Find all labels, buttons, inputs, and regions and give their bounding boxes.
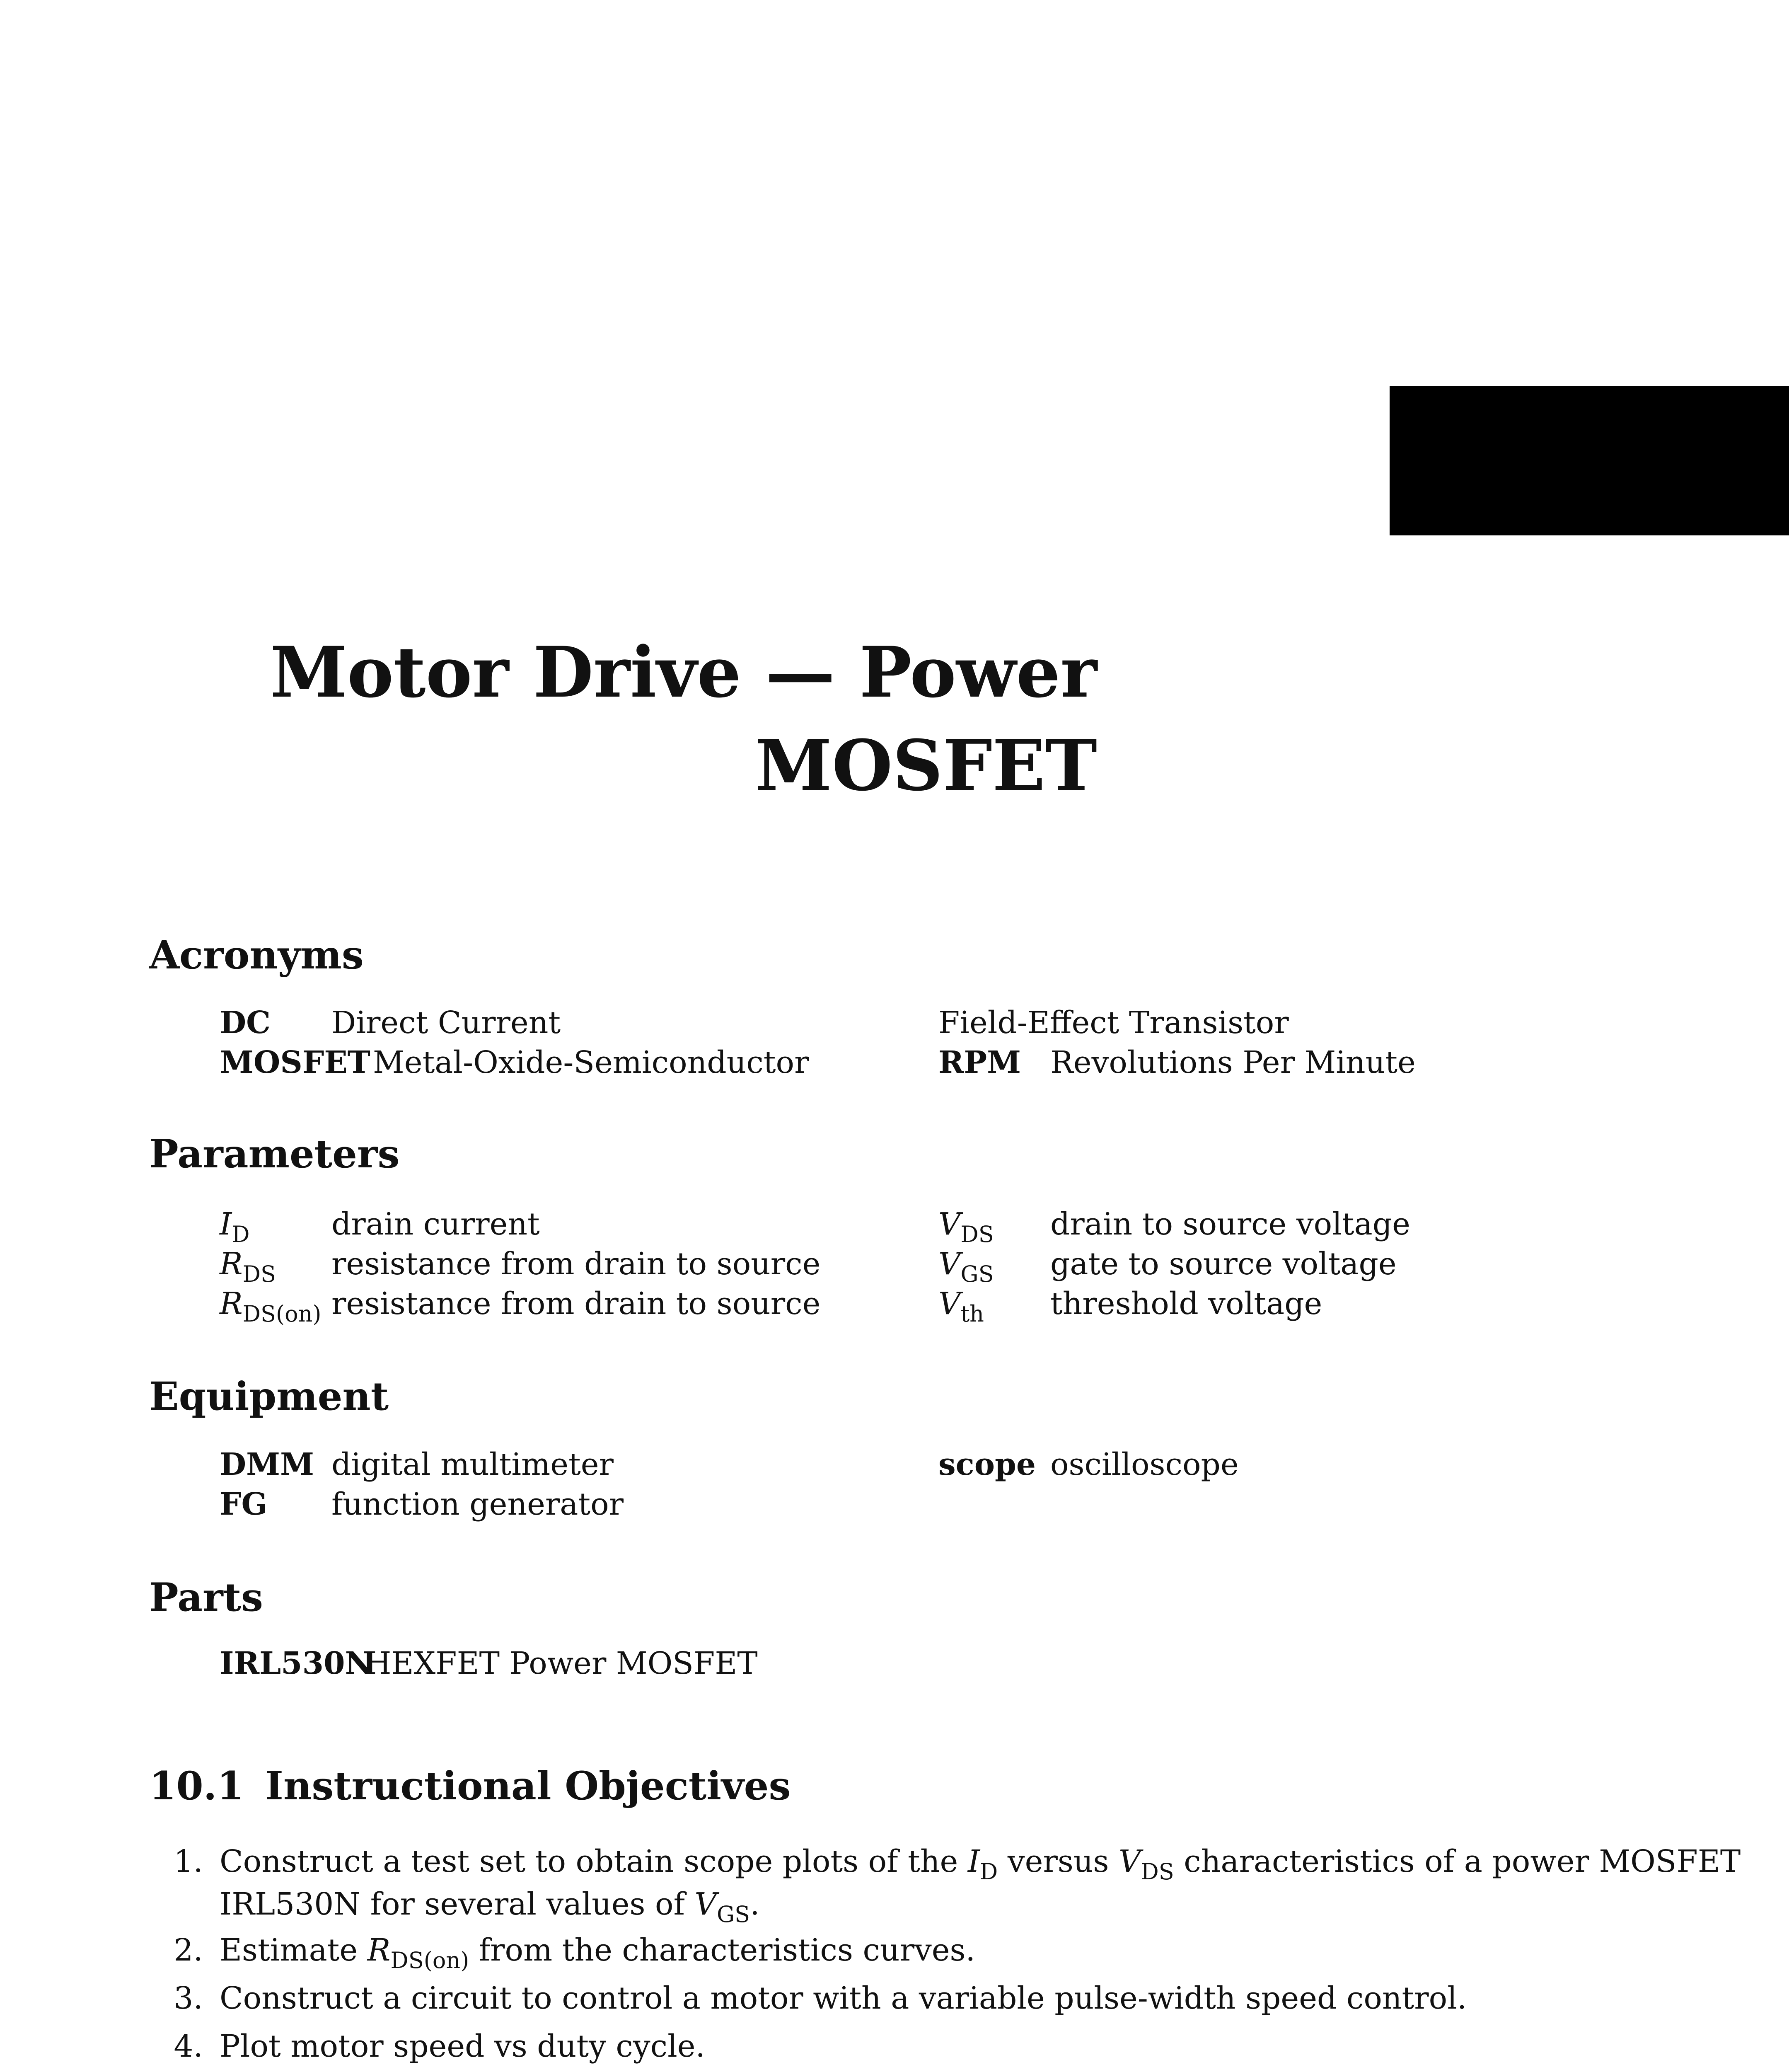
objectives-heading <box>149 1763 791 1809</box>
equipment-heading: Equipment <box>149 1374 389 1419</box>
objective-text: Construct a circuit to control a motor with a variable pulse-width speed control. <box>220 1980 1467 2016</box>
parameter-symbol: $V_{th}$ <box>938 1286 984 1327</box>
acronym-desc: Revolutions Per Minute <box>1050 1045 1416 1080</box>
section-number: 10.1 <box>149 1763 244 1809</box>
chapter-title <box>270 626 1097 812</box>
parameter-symbol: $V_{GS}$ <box>938 1246 994 1287</box>
objective-number: 1. <box>174 1844 203 1879</box>
objective-number: 4. <box>174 2028 203 2064</box>
parameter-symbol: $V_{DS}$ <box>938 1206 994 1247</box>
parameters-heading: Parameters <box>149 1131 400 1177</box>
parameter-symbol: $R_{DS(on)}$ <box>220 1286 322 1327</box>
objective-number: 2. <box>174 1932 203 1968</box>
parts-heading: Parts <box>149 1575 263 1620</box>
section-title: Instructional Objectives <box>265 1763 791 1809</box>
chapter-title-line-2: MOSFET <box>755 724 1097 806</box>
acronym-desc: Metal-Oxide-Semiconductor <box>373 1045 809 1080</box>
acronym-term: MOSFET <box>220 1045 370 1080</box>
chapter-title-line-1: Motor Drive — Power <box>270 631 1097 713</box>
parameter-desc: drain current <box>331 1206 540 1242</box>
objective-number: 3. <box>174 1980 203 2016</box>
parameter-desc: threshold voltage <box>1050 1286 1322 1322</box>
parameter-desc: resistance from drain to source <box>331 1246 821 1282</box>
equipment-desc: function generator <box>331 1486 624 1522</box>
acronyms-heading: Acronyms <box>149 932 364 978</box>
acronym-desc: Direct Current <box>331 1005 561 1041</box>
objective-text: Estimate $R_{DS(on)}$ from the characteristics curves. <box>220 1932 976 1973</box>
objective-text: Plot motor speed vs duty cycle. <box>220 2028 706 2064</box>
parameter-desc: drain to source voltage <box>1050 1206 1410 1242</box>
equipment-term: scope <box>938 1447 1036 1482</box>
parameter-desc: gate to source voltage <box>1050 1246 1397 1282</box>
parameter-desc: resistance from drain to source <box>331 1286 821 1322</box>
parts-desc: HEXFET Power MOSFET <box>365 1646 758 1681</box>
equipment-term: FG <box>220 1486 268 1522</box>
equipment-desc: digital multimeter <box>331 1447 614 1482</box>
parts-term: IRL530N <box>220 1646 373 1681</box>
parameter-symbol: $R_{DS}$ <box>220 1246 276 1287</box>
acronym-term: DC <box>220 1005 271 1041</box>
acronym-desc-continued: Field-Effect Transistor <box>938 1005 1289 1041</box>
acronym-term: RPM <box>938 1045 1021 1080</box>
chapter-thumb-tab <box>1390 386 1789 535</box>
equipment-term: DMM <box>220 1447 314 1482</box>
parameter-symbol: $I_D$ <box>220 1206 250 1247</box>
equipment-desc: oscilloscope <box>1050 1447 1239 1482</box>
objective-text: Construct a test set to obtain scope plots of the $I_D$ versus $V_{DS}$ characteristics of a power MOSFET IRL530N for several values of $V_{GS}$. <box>220 1844 1741 1927</box>
